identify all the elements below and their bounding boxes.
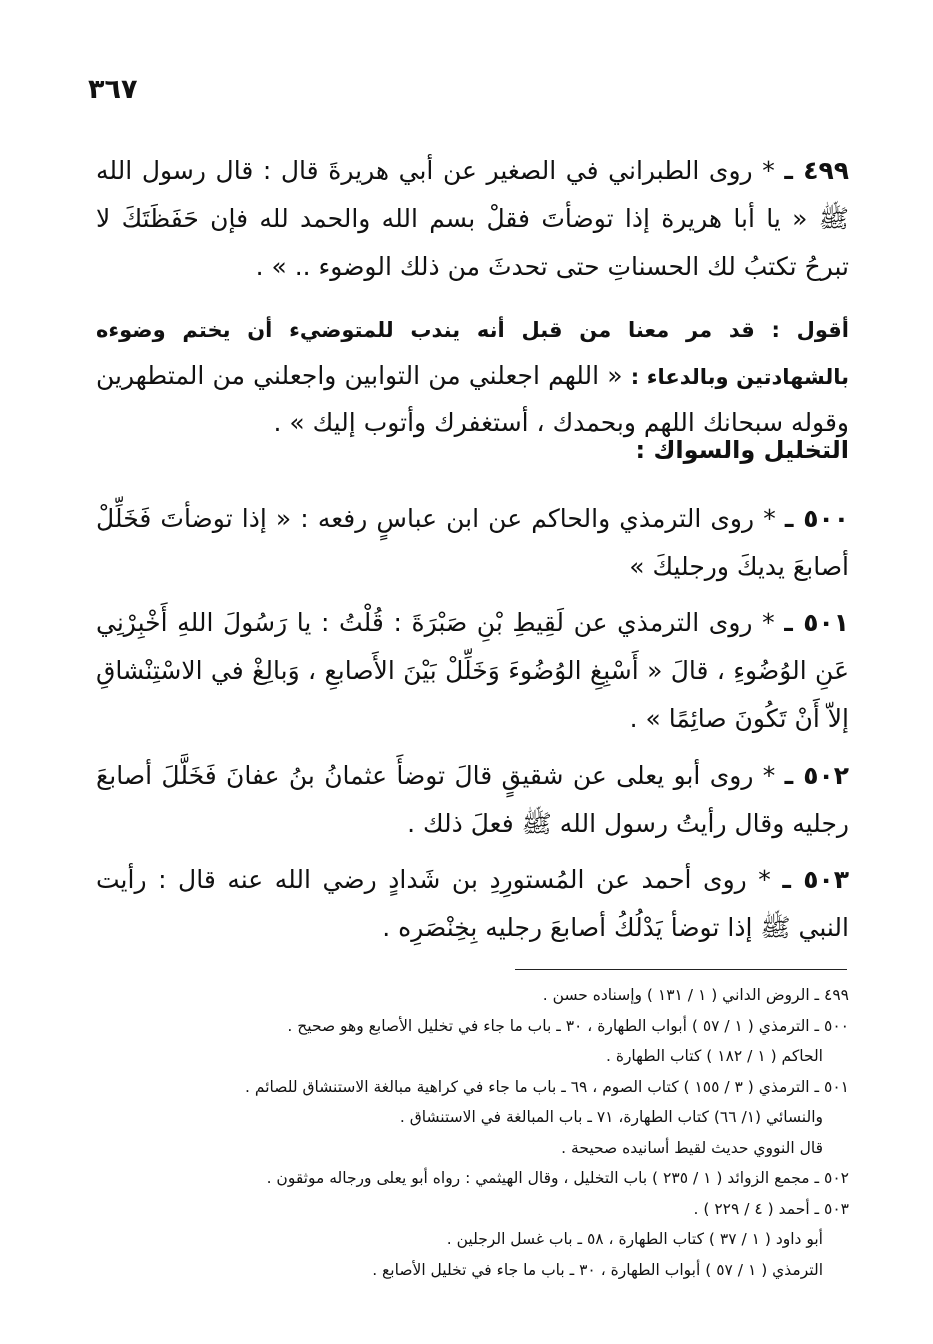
comment-lead: أقول : قد مر معنا من قبل أنه يندب للمتوضيء أن يختم وضوءه بالشهادتين وبالدعاء : xyxy=(96,318,850,389)
hadith-502 xyxy=(96,752,849,848)
hadith-text: * روى الطبراني في الصغير عن أبي هريرةَ قال : قال رسول الله ﷺ « يا أبا هريرة إذا توضأتَ فقلْ بسم الله والحمد لله فإن حَفَظَتَكَ لا تبرحُ تكتبُ لك الحسناتِ حتى تحدثَ من ذلك الوضوء .. » . xyxy=(96,156,849,281)
comment-dua: « اللهم اجعلني من التوابين واجعلني من المتطهرين وقوله سبحانك اللهم وبحمدك ، أستغفرك وأتوب إليك » . xyxy=(96,361,849,437)
author-comment xyxy=(96,306,849,446)
hadith-number: ٥٠٠ ـ xyxy=(784,504,850,533)
hadith-text: * روى الترمذي عن لَقِيطِ بْنِ صَبْرَةَ : قُلْتُ : يا رَسُولَ اللهِ أَخْبِرْنِي عَنِ الوُضُوءِ ، قالَ « أَسْبِغِ الوُضُوءَ وَخَلِّلْ بَيْنَ الأَصابعِ ، وَبالِغْ في الاسْتِنْشاقِ إلاّ أَنْ تَكُونَ صائِمًا » . xyxy=(96,608,849,733)
hadith-500 xyxy=(96,495,849,591)
footnote: ٤٩٩ ـ الروض الداني ( ١ / ١٣١ ) وإسناده حسن . xyxy=(542,986,849,1004)
hadith-number: ٥٠١ ـ xyxy=(784,608,849,637)
footnote: ٥٠٢ ـ مجمع الزوائد ( ١ / ٢٣٥ ) باب التخليل ، وقال الهيثمي : رواه أبو يعلى ورجاله موثقون . xyxy=(266,1169,849,1187)
footnote: ٥٠١ ـ الترمذي ( ٣ / ١٥٥ ) كتاب الصوم ، ٦٩ ـ باب ما جاء في كراهية مبالغة الاستنشاق للصائم . xyxy=(245,1077,849,1096)
hadith-499 xyxy=(96,147,849,291)
footnote: الحاكم ( ١ / ١٨٢ ) كتاب الطهارة . xyxy=(605,1047,823,1065)
hadith-501 xyxy=(96,599,849,743)
footnote: والنسائي (١/ ٦٦) كتاب الطهارة، ٧١ ـ باب المبالغة في الاستنشاق . xyxy=(399,1108,823,1126)
footnote: أبو داود ( ١ / ٣٧ ) كتاب الطهارة ، ٥٨ ـ باب غسل الرجلين . xyxy=(446,1230,823,1248)
footnotes xyxy=(96,980,849,1285)
hadith-number: ٤٩٩ ـ xyxy=(784,156,850,185)
footnote-divider xyxy=(515,969,847,970)
footnote: ٥٠٣ ـ أحمد ( ٤ / ٢٢٩ ) . xyxy=(693,1199,849,1218)
hadith-text: * روى الترمذي والحاكم عن ابن عباسٍ رفعه : « إذا توضأتَ فَخَلِّلْ أصابعَ يديكَ ورجليكَ » xyxy=(96,504,849,581)
hadith-text: * روى أحمد عن المُستورِدِ بن شَدادٍ رضي الله عنه قال : رأيت النبي ﷺ إذا توضأ يَدْلُكُ أصابعَ رجليه بِخِنْصَرِه . xyxy=(96,865,849,942)
hadith-number: ٥٠٢ ـ xyxy=(784,761,850,790)
footnote: ٥٠٠ ـ الترمذي ( ١ / ٥٧ ) أبواب الطهارة ، ٣٠ ـ باب ما جاء في تخليل الأصابع وهو صحيح . xyxy=(287,1016,849,1035)
hadith-number: ٥٠٣ ـ xyxy=(782,865,850,894)
page-number: ٣٦٧ xyxy=(88,74,138,105)
hadith-text: * روى أبو يعلى عن شقيقٍ قالَ توضأَ عثمانُ بنُ عفانَ فَخَلَّلَ أصابعَ رجليه وقال رأيتُ رسول الله ﷺ فعلَ ذلك . xyxy=(96,761,849,838)
footnote: الترمذي ( ١ / ٥٧ ) أبواب الطهارة ، ٣٠ ـ باب ما جاء في تخليل الأصابع . xyxy=(372,1260,823,1279)
section-title: التخليل والسواك : xyxy=(635,436,849,464)
footnote: قال النووي حديث لقيط أسانيده صحيحة . xyxy=(561,1138,823,1157)
hadith-503 xyxy=(96,856,849,952)
